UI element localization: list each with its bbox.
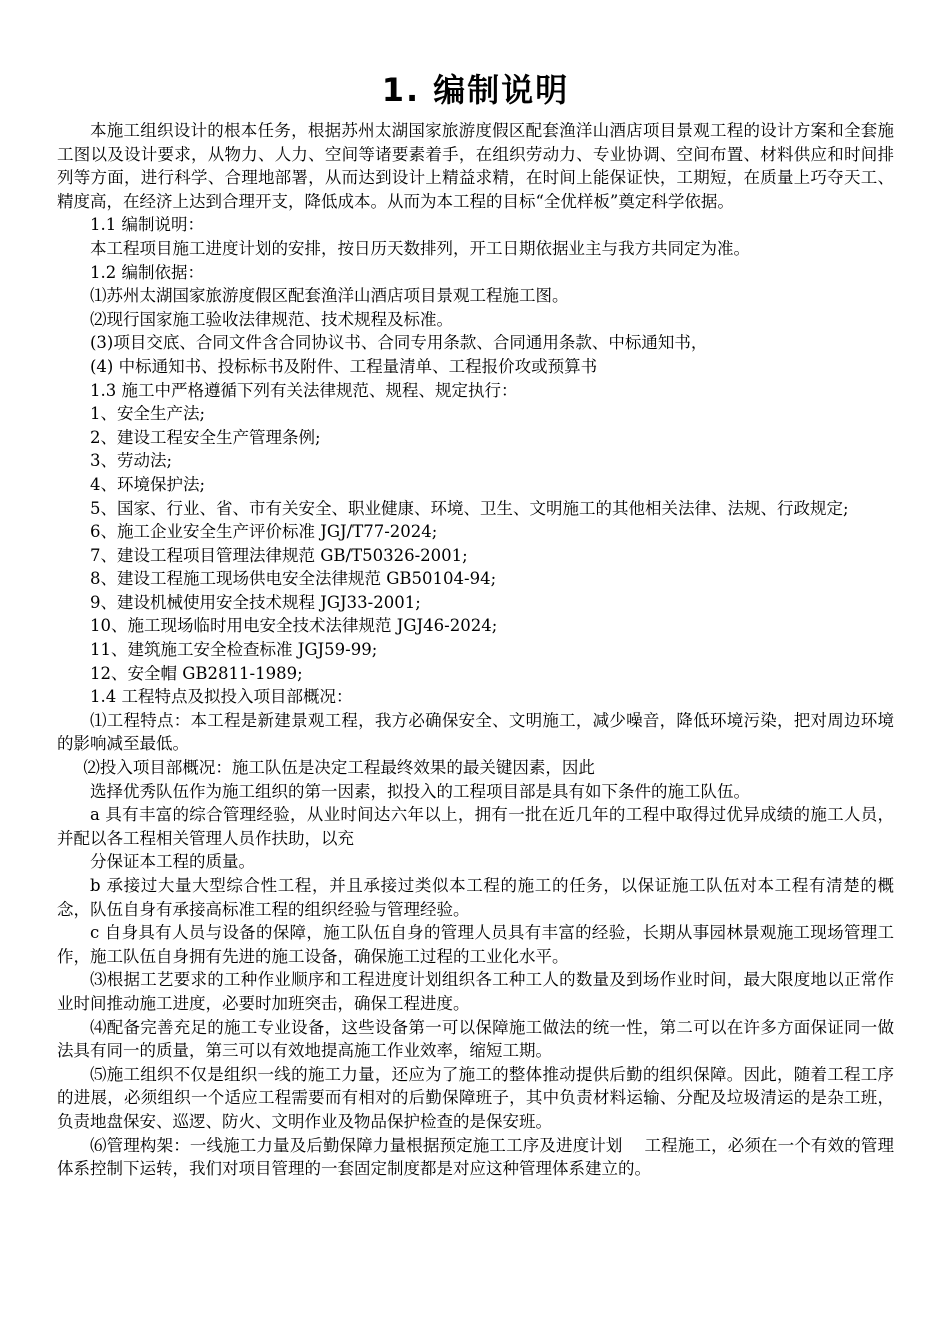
paragraph: 1.4 工程特点及拟投入项目部概况： — [90, 687, 353, 707]
paragraph: 1.1 编制说明： — [90, 215, 204, 235]
paragraph: 4、环境保护法; — [90, 474, 206, 494]
paragraph: 本工程项目施工进度计划的安排，按日历天数排列，开工日期依据业主与我方共同定为准。 — [90, 238, 750, 258]
document-body — [57, 119, 894, 1181]
paragraph: 选择优秀队伍作为施工组织的第一因素，拟投入的工程项目部是具有如下条件的施工队伍。 — [90, 781, 750, 801]
paragraph: ⑸施工组织不仅是组织一线的施工力量，还应为了施工的整体推动提供后勤的组织保障。因此，随着工程工序的进展，必须组织一个适应工程需要而有相对的后勤保障班子，其中负责材料运输、分配及垃圾清运的是杂工班，负责地盘保安、巡逻、防火、文明作业及物品保护检查的是保安班。 — [57, 1064, 894, 1131]
paragraph: ⑴工程特点：本工程是新建景观工程，我方必确保安全、文明施工，减少噪音，降低环境污染，把对周边环境的影响减至最低。 — [57, 710, 894, 754]
paragraph: 6、施工企业安全生产评价标准 JGJ/T77-2024; — [90, 522, 438, 542]
paragraph: b 承接过大量大型综合性工程，并且承接过类似本工程的施工的任务，以保证施工队伍对本工程有清楚的概念，队伍自身有承接高标准工程的组织经验与管理经验。 — [57, 876, 894, 919]
paragraph: c 自身具有人员与设备的保障，施工队伍自身的管理人员具有丰富的经验，长期从事园林景观施工现场管理工作，施工队伍自身拥有先进的施工设备，确保施工过程的工业化水平。 — [57, 923, 894, 966]
paragraph: 3、劳动法; — [90, 451, 173, 471]
paragraph: ⑶根据工艺要求的工种作业顺序和工程进度计划组织各工种工人的数量及到场作业时间，最大限度地以正常作业时间推动施工进度，必要时加班突击，确保工程进度。 — [57, 970, 894, 1013]
paragraph: 1.2 编制依据： — [90, 262, 204, 282]
paragraph: 5、国家、行业、省、市有关安全、职业健康、环境、卫生、文明施工的其他相关法律、法规、行政规定; — [90, 498, 849, 518]
paragraph: 10、施工现场临时用电安全技术法律规范 JGJ46-2024; — [90, 616, 498, 636]
paragraph: 12、安全帽 GB2811-1989; — [90, 663, 303, 683]
paragraph: 1、安全生产法; — [90, 404, 206, 424]
paragraph: (4) 中标通知书、投标标书及附件、工程量清单、工程报价攻或预算书 — [90, 356, 598, 376]
paragraph: 8、建设工程施工现场供电安全法律规范 GB50104-94; — [90, 569, 497, 589]
paragraph: ⑴苏州太湖国家旅游度假区配套渔洋山酒店项目景观工程施工图。 — [90, 286, 569, 306]
paragraph: 11、建筑施工安全检查标准 JGJ59-99; — [90, 640, 378, 660]
paragraph: a 具有丰富的综合管理经验，从业时间达六年以上，拥有一批在近几年的工程中取得过优异成绩的施工人员，并配以各工程相关管理人员作扶助，以充 — [57, 805, 894, 848]
paragraph: ⑷配备完善充足的施工专业设备，这些设备第一可以保障施工做法的统一性，第二可以在许多方面保证同一做法具有同一的质量，第三可以有效地提高施工作业效率，缩短工期。 — [57, 1017, 894, 1061]
paragraph: 7、建设工程项目管理法律规范 GB/T50326-2001; — [90, 545, 468, 565]
page-title: 1. 编制说明 — [381, 71, 570, 109]
paragraph: ⑵投入项目部概况：施工队伍是决定工程最终效果的最关键因素，因此 — [83, 758, 595, 778]
paragraph: 2、建设工程安全生产管理条例; — [90, 427, 321, 447]
paragraph: 分保证本工程的质量。 — [90, 852, 255, 872]
paragraph: ⑹管理构架：一线施工力量及后勤保障力量根据预定施工工序及进度计划 工程施工，必须在一个有效的管理体系控制下运转，我们对项目管理的一套固定制度都是对应这种管理体系建立的。 — [57, 1135, 894, 1179]
paragraph: 本施工组织设计的根本任务，根据苏州太湖国家旅游度假区配套渔洋山酒店项目景观工程的设计方案和全套施工图以及设计要求，从物力、人力、空间等诸要素着手，在组织劳动力、专业协调、空间布置、材料供应和时间排列等方面，进行科学、合理地部署，从而达到设计上精益求精，在时间上能保证快，工期短，在质量上巧夺天工、精度高，在经济上达到合理开支，降低成本。从而为本工程的目标“全优样板”奠定科学依据。 — [57, 121, 894, 211]
paragraph: 9、建设机械使用安全技术规程 JGJ33-2001; — [90, 592, 421, 612]
paragraph: ⑵现行国家施工验收法律规范、技术规程及标准。 — [90, 309, 453, 329]
paragraph: (3)项目交底、合同文件含合同协议书、合同专用条款、合同通用条款、中标通知书， — [90, 333, 708, 353]
paragraph: 1.3 施工中严格遵循下列有关法律规范、规程、规定执行： — [90, 380, 518, 400]
